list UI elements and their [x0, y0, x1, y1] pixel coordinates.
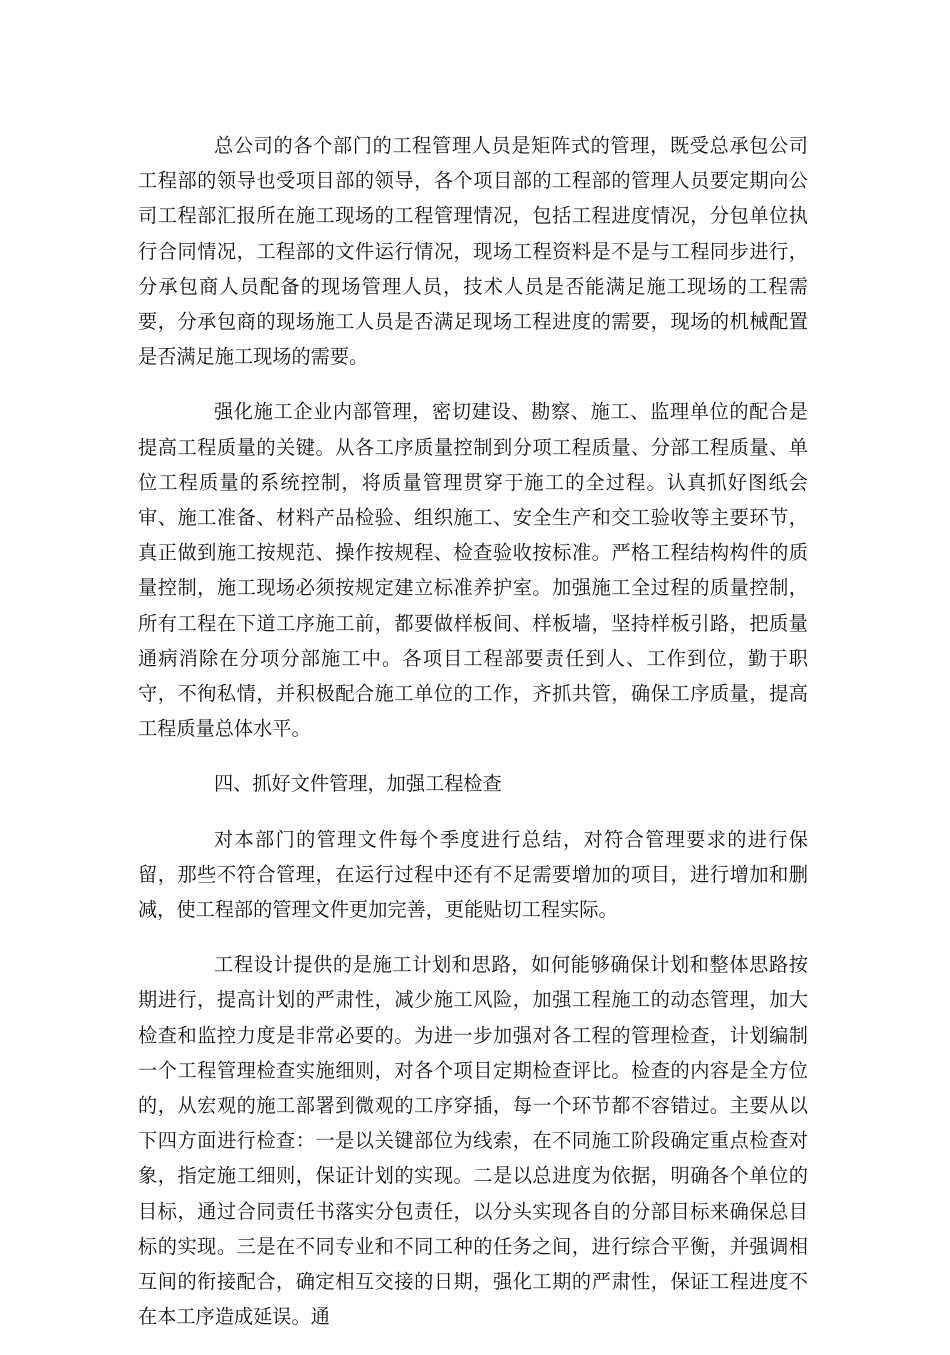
paragraph-project-management: 总公司的各个部门的工程管理人员是矩阵式的管理，既受总承包公司工程部的领导也受项目部的领导，各个项目部的工程部的管理人员要定期向公司工程部汇报所在施工现场的工程管理情况，包括工程进度情况，分包单位执行合同情况，工程部的文件运行情况，现场工程资料是不是与工程同步进行，分承包商人员配备的现场管理人员，技术人员是否能满足施工现场的工程需要，分承包商的现场施工人员是否满足现场工程进度的需要，现场的机械配置是否满足施工现场的需要。 — [138, 134, 808, 369]
document-page — [138, 128, 808, 1355]
section-heading: 四、抓好文件管理，加强工程检查 — [214, 772, 502, 796]
paragraph-inspection: 工程设计提供的是施工计划和思路，如何能够确保计划和整体思路按期进行，提高计划的严肃性，减少施工风险，加强工程施工的动态管理，加大检查和监控力度是非常必要的。为进一步加强对各工程的管理检查，计划编制一个工程管理检查实施细则，对各个项目定期检查评比。检查的内容是全方位的，从宏观的施工部署到微观的工序穿插，每一个环节都不容错过。主要从以下四方面进行检查：一是以关键部位为线索，在不同施工阶段确定重点检查对象，指定施工细则，保证计划的实现。二是以总进度为依据，明确各个单位的目标，通过合同责任书落实分包责任，以分头实现各自的分部目标来确保总目标的实现。三是在不同专业和不同工种的任务之间，进行综合平衡，并强调相互间的衔接配合，确定相互交接的日期，强化工期的严肃性，保证工程进度不在本工序造成延误。通 — [138, 953, 808, 1329]
paragraph-document-management: 对本部门的管理文件每个季度进行总结，对符合管理要求的进行保留，那些不符合管理，在运行过程中还有不足需要增加的项目，进行增加和删减，使工程部的管理文件更加完善，更能贴切工程实际。 — [138, 827, 808, 922]
paragraph-quality-control: 强化施工企业内部管理，密切建设、勘察、施工、监理单位的配合是提高工程质量的关键。从各工序质量控制到分项工程质量、分部工程质量、单位工程质量的系统控制，将质量管理贯穿于施工的全过程。认真抓好图纸会审、施工准备、材料产品检验、组织施工、安全生产和交工验收等主要环节，真正做到施工按规范、操作按规程、检查验收按标准。严格工程结构构件的质量控制，施工现场必须按规定建立标准养护室。加强施工全过程的质量控制，所有工程在下道工序施工前，都要做样板间、样板墙，坚持样板引路，把质量通病消除在分项分部施工中。各项目工程部要责任到人、工作到位，勤于职守，不徇私情，并积极配合施工单位的工作，齐抓共管，确保工序质量，提高工程质量总体水平。 — [138, 400, 808, 741]
